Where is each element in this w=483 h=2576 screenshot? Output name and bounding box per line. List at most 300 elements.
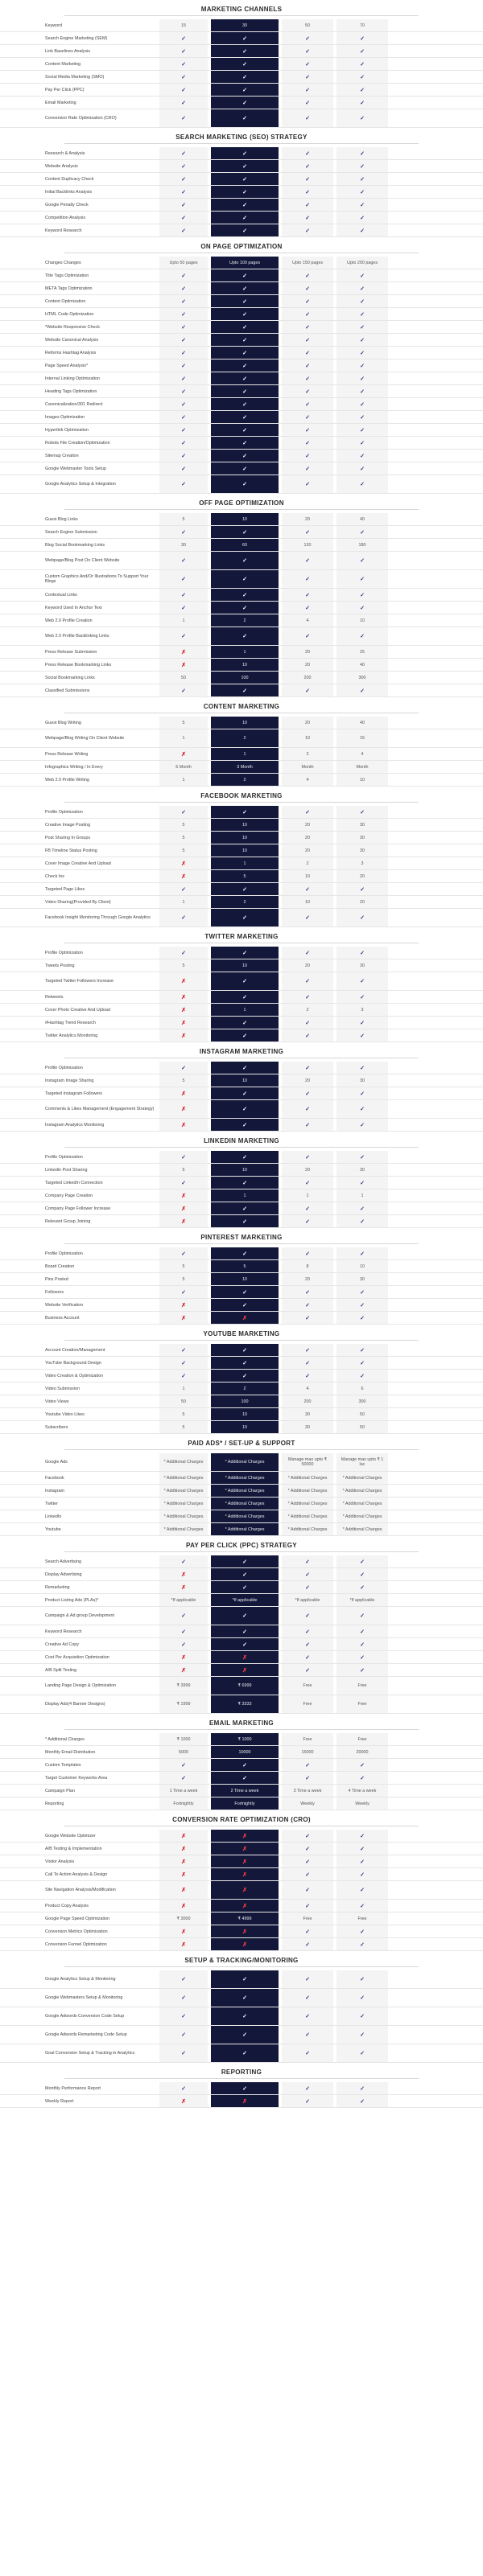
- cell-value: * Additional Charges: [225, 1526, 265, 1532]
- check-icon: ✓: [181, 35, 186, 42]
- plan-3-cell: [282, 295, 333, 307]
- cell-value: 20: [305, 1167, 310, 1173]
- cell-value: Upto 100 pages: [229, 260, 261, 265]
- cell-value: 1: [243, 1007, 246, 1013]
- check-icon: ✓: [305, 1584, 310, 1591]
- feature-label: Pins Posted: [45, 1276, 68, 1282]
- plan-2-cell: [211, 1164, 279, 1176]
- plan-4-cell: [336, 602, 388, 614]
- plan-3-cell: [282, 1510, 333, 1522]
- section-title: SEARCH MARKETING (SEO) STRATEGY: [175, 134, 308, 141]
- cross-icon: ✗: [181, 649, 186, 655]
- feature-label: Reporting: [45, 1801, 64, 1806]
- plan-3-cell: [282, 84, 333, 96]
- plan-3-cell: [282, 186, 333, 198]
- check-icon: ✓: [305, 116, 310, 121]
- cell-value: Free: [303, 1702, 312, 1707]
- table-row: [0, 84, 483, 97]
- check-icon: ✓: [305, 605, 310, 611]
- plan-1-cell: [159, 1625, 208, 1637]
- check-icon: ✓: [242, 886, 247, 893]
- plan-2-cell: [211, 1395, 279, 1407]
- cell-value: 15000: [301, 1749, 314, 1755]
- plan-2-cell: [211, 602, 279, 614]
- check-icon: ✓: [305, 1667, 310, 1674]
- plan-1-cell: [159, 1370, 208, 1382]
- table-row: [0, 2095, 483, 2108]
- cell-value: * Additional Charges: [342, 1488, 382, 1493]
- plan-4-cell: [336, 334, 388, 346]
- check-icon: ✓: [305, 1977, 310, 1982]
- check-icon: ✓: [305, 189, 310, 195]
- section-title: EMAIL MARKETING: [209, 1719, 274, 1727]
- plan-2-cell: [211, 19, 279, 31]
- plan-1-cell: [159, 186, 208, 198]
- plan-2-cell: [211, 1004, 279, 1016]
- cell-value: * Additional Charges: [287, 1488, 328, 1493]
- check-icon: ✓: [242, 482, 247, 487]
- table-row: [0, 1062, 483, 1074]
- table-row: [0, 1938, 483, 1951]
- feature-label: Google Website Optimizer: [45, 1833, 96, 1839]
- table-row: [0, 1510, 483, 1523]
- table-row: [0, 1100, 483, 1119]
- check-icon: ✓: [305, 1033, 310, 1039]
- plan-3-cell: [282, 1395, 333, 1407]
- plan-1-cell: [159, 1074, 208, 1087]
- plan-1-cell: [159, 295, 208, 307]
- table-row: [0, 1453, 483, 1472]
- plan-3-cell: [282, 1881, 333, 1899]
- check-icon: ✓: [305, 1929, 310, 1935]
- cell-value: 1: [243, 751, 246, 757]
- check-icon: ✓: [360, 1289, 365, 1296]
- cross-icon: ✗: [181, 1846, 186, 1852]
- plan-3-cell: [282, 627, 333, 645]
- cross-icon: ✗: [242, 1903, 247, 1909]
- plan-3-cell: [282, 1651, 333, 1663]
- cell-value: 20: [305, 516, 310, 522]
- cell-value: 20: [305, 1078, 310, 1083]
- check-icon: ✓: [360, 100, 365, 106]
- plan-1-cell: [159, 282, 208, 294]
- plan-3-cell: [282, 1151, 333, 1163]
- plan-3-cell: [282, 475, 333, 493]
- section-title: PINTEREST MARKETING: [200, 1234, 283, 1241]
- check-icon: ✓: [360, 2014, 365, 2019]
- plan-2-cell: [211, 1555, 279, 1567]
- feature-label: Cover Image Creative And Upload: [45, 861, 111, 866]
- cell-value: * Additional Charges: [163, 1460, 204, 1465]
- check-icon: ✓: [360, 298, 365, 305]
- cell-value: 2 Time a week: [230, 1788, 259, 1793]
- check-icon: ✓: [360, 1995, 365, 2001]
- check-icon: ✓: [242, 228, 247, 234]
- cell-value: 20: [360, 873, 365, 879]
- plan-4-cell: [336, 398, 388, 410]
- cross-icon: ✗: [181, 873, 186, 880]
- section-content-marketing: [0, 697, 483, 787]
- plan-1-cell: [159, 1017, 208, 1029]
- table-row: [0, 359, 483, 372]
- plan-4-cell: [336, 1247, 388, 1259]
- section-title: YOUTUBE MARKETING: [203, 1330, 280, 1337]
- check-icon: ✓: [360, 1654, 365, 1661]
- plan-2-cell: [211, 1382, 279, 1395]
- plan-3-cell: [282, 308, 333, 320]
- plan-4-cell: [336, 1881, 388, 1899]
- check-icon: ✓: [360, 605, 365, 611]
- check-icon: ✓: [360, 1584, 365, 1591]
- plan-3-cell: [282, 1625, 333, 1637]
- plan-4-cell: [336, 160, 388, 172]
- check-icon: ✓: [181, 176, 186, 183]
- feature-label: Creative Image Posting: [45, 822, 91, 828]
- check-icon: ✓: [242, 1107, 247, 1112]
- plan-4-cell: [336, 1215, 388, 1227]
- plan-2-cell: [211, 819, 279, 831]
- section-off-page-optimization: [0, 494, 483, 697]
- plan-4-cell: [336, 972, 388, 990]
- feature-label: Campaign Plan: [45, 1788, 75, 1793]
- plan-3-cell: [282, 224, 333, 236]
- check-icon: ✓: [305, 401, 310, 408]
- check-icon: ✓: [305, 453, 310, 459]
- feature-label: Google Webmasters Setup & Monitoring: [45, 1995, 123, 2000]
- plan-3-cell: [282, 1797, 333, 1810]
- section-linkedin-marketing: [0, 1132, 483, 1228]
- plan-1-cell: [159, 896, 208, 908]
- feature-label: Competition Analysis: [45, 215, 86, 220]
- plan-2-cell: [211, 1746, 279, 1758]
- plan-2-cell: [211, 1523, 279, 1535]
- cell-value: 200: [303, 1399, 312, 1404]
- cell-value: 50: [305, 23, 310, 28]
- cell-value: * Additional Charges: [225, 1475, 265, 1481]
- cell-value: *If applicable: [295, 1597, 320, 1603]
- section-marketing-channels: [0, 0, 483, 128]
- cell-value: Month: [301, 764, 314, 770]
- check-icon: ✓: [360, 1775, 365, 1781]
- feature-label: Business Account: [45, 1315, 80, 1321]
- table-row: [0, 71, 483, 84]
- check-icon: ✓: [360, 592, 365, 598]
- cell-value: Upto 50 pages: [169, 260, 198, 265]
- table-row: [0, 570, 483, 589]
- feature-label: Google Analytics Setup & Monitoring: [45, 1977, 116, 1982]
- plan-2-cell: [211, 212, 279, 224]
- cell-value: 100: [241, 1399, 249, 1404]
- plan-2-cell: [211, 570, 279, 588]
- section-youtube-marketing: [0, 1325, 483, 1434]
- plan-4-cell: [336, 832, 388, 844]
- check-icon: ✓: [242, 1629, 247, 1635]
- plan-2-cell: [211, 2026, 279, 2044]
- plan-3-cell: [282, 1607, 333, 1625]
- check-icon: ✓: [181, 311, 186, 318]
- check-icon: ✓: [360, 1667, 365, 1674]
- check-icon: ✓: [305, 592, 310, 598]
- table-row: [0, 1472, 483, 1485]
- check-icon: ✓: [360, 388, 365, 395]
- check-icon: ✓: [305, 311, 310, 318]
- table-row: [0, 844, 483, 857]
- table-row: [0, 909, 483, 927]
- check-icon: ✓: [181, 48, 186, 55]
- plan-3-cell: [282, 1855, 333, 1867]
- check-icon: ✓: [305, 2014, 310, 2019]
- cell-value: * Additional Charges: [342, 1526, 382, 1532]
- check-icon: ✓: [360, 1360, 365, 1366]
- plan-2-cell: [211, 321, 279, 333]
- feature-label: Google Webmaster Tools Setup: [45, 466, 106, 471]
- cell-value: Weekly: [355, 1801, 369, 1806]
- check-icon: ✓: [305, 1629, 310, 1635]
- cell-value: 20: [305, 649, 310, 655]
- plan-1-cell: [159, 1119, 208, 1131]
- feature-label: META Tags Optimization: [45, 286, 93, 291]
- plan-1-cell: [159, 602, 208, 614]
- feature-label: *Website Responsive Check: [45, 324, 100, 330]
- table-row: [0, 614, 483, 627]
- feature-label: HTML Code Optimization: [45, 311, 94, 317]
- cell-value: 1: [361, 1193, 364, 1198]
- plan-2-cell: [211, 1855, 279, 1867]
- table-row: [0, 991, 483, 1004]
- plan-3-cell: [282, 857, 333, 869]
- plan-2-cell: [211, 147, 279, 159]
- plan-2-cell: [211, 717, 279, 729]
- feature-label: Cover Photo Creative And Upload: [45, 1007, 110, 1013]
- plan-2-cell: [211, 269, 279, 281]
- plan-1-cell: [159, 857, 208, 869]
- check-icon: ✓: [181, 273, 186, 279]
- cell-value: Manage max upto ₹ 1 lac: [341, 1457, 384, 1467]
- check-icon: ✓: [360, 414, 365, 421]
- check-icon: ✓: [181, 116, 186, 121]
- cell-value: ₹ 1000: [176, 1736, 191, 1742]
- plan-3-cell: [282, 1312, 333, 1324]
- cell-value: 5000: [179, 1749, 188, 1755]
- feature-label: Website Canonical Analysis: [45, 337, 99, 343]
- plan-3-cell: [282, 1100, 333, 1118]
- cell-value: ₹ 3333: [237, 1702, 252, 1707]
- table-row: [0, 334, 483, 347]
- check-icon: ✓: [242, 529, 247, 536]
- check-icon: ✓: [181, 440, 186, 446]
- check-icon: ✓: [181, 363, 186, 369]
- plan-3-cell: [282, 1485, 333, 1497]
- check-icon: ✓: [360, 1373, 365, 1379]
- cell-value: Free: [357, 1916, 367, 1921]
- cell-value: 5: [182, 835, 185, 840]
- plan-3-cell: [282, 539, 333, 551]
- plan-4-cell: [336, 147, 388, 159]
- cell-value: 5: [243, 873, 246, 879]
- plan-3-cell: [282, 1408, 333, 1420]
- check-icon: ✓: [242, 466, 247, 472]
- check-icon: ✓: [305, 1107, 310, 1112]
- cell-value: 10: [305, 736, 310, 741]
- plan-1-cell: [159, 844, 208, 857]
- check-icon: ✓: [242, 363, 247, 369]
- feature-label: Creative Ad Copy: [45, 1641, 79, 1647]
- plan-2-cell: [211, 774, 279, 786]
- plan-4-cell: [336, 2007, 388, 2025]
- plan-4-cell: [336, 1677, 388, 1695]
- table-row: [0, 1074, 483, 1087]
- check-icon: ✓: [242, 634, 247, 639]
- plan-2-cell: [211, 883, 279, 895]
- plan-2-cell: [211, 2082, 279, 2094]
- cell-value: 30: [360, 822, 365, 828]
- table-row: [0, 1785, 483, 1797]
- feature-label: Video Submission: [45, 1386, 80, 1391]
- plan-1-cell: [159, 729, 208, 747]
- cell-value: * Additional Charges: [287, 1514, 328, 1519]
- cross-icon: ✗: [242, 1667, 247, 1674]
- plan-3-cell: [282, 1370, 333, 1382]
- plan-4-cell: [336, 774, 388, 786]
- table-row: [0, 1797, 483, 1810]
- feature-label: Call To Action Analysis & Design: [45, 1871, 108, 1877]
- check-icon: ✓: [305, 324, 310, 331]
- feature-label: Instagram Analytics Monitoring: [45, 1122, 105, 1128]
- plan-3-cell: [282, 1733, 333, 1745]
- cell-value: 8: [306, 1263, 309, 1269]
- plan-3-cell: [282, 2007, 333, 2025]
- check-icon: ✓: [360, 453, 365, 459]
- feature-label: Landing Page Design & Optimization: [45, 1683, 117, 1688]
- plan-1-cell: [159, 1164, 208, 1176]
- plan-2-cell: [211, 1017, 279, 1029]
- cell-value: 2: [306, 861, 309, 866]
- table-row: [0, 1421, 483, 1434]
- check-icon: ✓: [242, 809, 247, 816]
- check-icon: ✓: [360, 688, 365, 694]
- cell-value: 10: [242, 1078, 247, 1083]
- check-icon: ✓: [305, 1903, 310, 1909]
- cell-value: 50: [181, 675, 186, 680]
- plan-4-cell: [336, 646, 388, 658]
- table-row: [0, 173, 483, 186]
- plan-4-cell: [336, 909, 388, 926]
- table-row: [0, 774, 483, 787]
- plan-4-cell: [336, 1312, 388, 1324]
- plan-1-cell: [159, 1746, 208, 1758]
- cell-value: 40: [360, 516, 365, 522]
- check-icon: ✓: [305, 2098, 310, 2105]
- feature-label: Changes Changes: [45, 260, 81, 265]
- check-icon: ✓: [305, 163, 310, 170]
- section-pay-per-click-ppc-strategy: [0, 1536, 483, 1714]
- check-icon: ✓: [242, 577, 247, 582]
- plan-4-cell: [336, 991, 388, 1003]
- check-icon: ✓: [360, 558, 365, 564]
- plan-1-cell: [159, 1382, 208, 1395]
- check-icon: ✓: [360, 163, 365, 170]
- table-row: [0, 1498, 483, 1510]
- table-row: [0, 2007, 483, 2026]
- table-row: [0, 32, 483, 45]
- cross-icon: ✗: [242, 1859, 247, 1865]
- check-icon: ✓: [305, 979, 310, 984]
- plan-1-cell: [159, 1568, 208, 1580]
- check-icon: ✓: [242, 915, 247, 921]
- plan-3-cell: [282, 160, 333, 172]
- cross-icon: ✗: [181, 1107, 186, 1112]
- section-title: PAY PER CLICK (PPC) STRATEGY: [186, 1542, 297, 1549]
- check-icon: ✓: [242, 388, 247, 395]
- plan-2-cell: [211, 1189, 279, 1202]
- table-row: [0, 411, 483, 424]
- feature-label: Product Copy Analysis: [45, 1903, 89, 1908]
- plan-4-cell: [336, 1759, 388, 1771]
- plan-1-cell: [159, 385, 208, 397]
- cell-value: 25: [360, 649, 365, 655]
- feature-label: Tweets Posting: [45, 963, 75, 968]
- plan-1-cell: [159, 1299, 208, 1311]
- table-row: [0, 2044, 483, 2063]
- plan-2-cell: [211, 1843, 279, 1855]
- cell-value: 10: [242, 963, 247, 968]
- check-icon: ✓: [181, 298, 186, 305]
- plan-1-cell: [159, 1357, 208, 1369]
- table-row: [0, 1370, 483, 1382]
- check-icon: ✓: [181, 466, 186, 472]
- plan-4-cell: [336, 589, 388, 601]
- plan-3-cell: [282, 717, 333, 729]
- section-title: PAID ADS* / SET-UP & SUPPORT: [188, 1440, 295, 1447]
- plan-2-cell: [211, 257, 279, 269]
- plan-2-cell: [211, 437, 279, 449]
- cell-value: * Additional Charges: [225, 1514, 265, 1519]
- cell-value: 5: [182, 1078, 185, 1083]
- cell-value: 2: [306, 1007, 309, 1013]
- plan-2-cell: [211, 282, 279, 294]
- plan-2-cell: [211, 972, 279, 990]
- plan-1-cell: [159, 1594, 208, 1606]
- plan-3-cell: [282, 819, 333, 831]
- plan-3-cell: [282, 1189, 333, 1202]
- check-icon: ✓: [181, 1251, 186, 1257]
- plan-4-cell: [336, 513, 388, 525]
- plan-2-cell: [211, 947, 279, 959]
- check-icon: ✓: [360, 1315, 365, 1321]
- check-icon: ✓: [242, 414, 247, 421]
- plan-1-cell: [159, 1215, 208, 1227]
- plan-3-cell: [282, 748, 333, 760]
- table-row: [0, 1555, 483, 1568]
- plan-1-cell: [159, 819, 208, 831]
- cross-icon: ✗: [181, 1193, 186, 1199]
- feature-label: Visitor Analysis: [45, 1859, 75, 1864]
- plan-3-cell: [282, 844, 333, 857]
- cell-value: 20: [305, 822, 310, 828]
- plan-2-cell: [211, 1370, 279, 1382]
- cell-value: 40: [360, 720, 365, 725]
- cell-value: 70: [360, 23, 365, 28]
- table-row: [0, 147, 483, 160]
- cross-icon: ✗: [181, 1020, 186, 1026]
- plan-1-cell: [159, 269, 208, 281]
- plan-1-cell: [159, 806, 208, 818]
- plan-3-cell: [282, 1344, 333, 1356]
- section-title: LINKEDIN MARKETING: [204, 1137, 279, 1144]
- divider: [64, 1551, 419, 1552]
- check-icon: ✓: [242, 1180, 247, 1186]
- cell-value: Upto 200 pages: [346, 260, 378, 265]
